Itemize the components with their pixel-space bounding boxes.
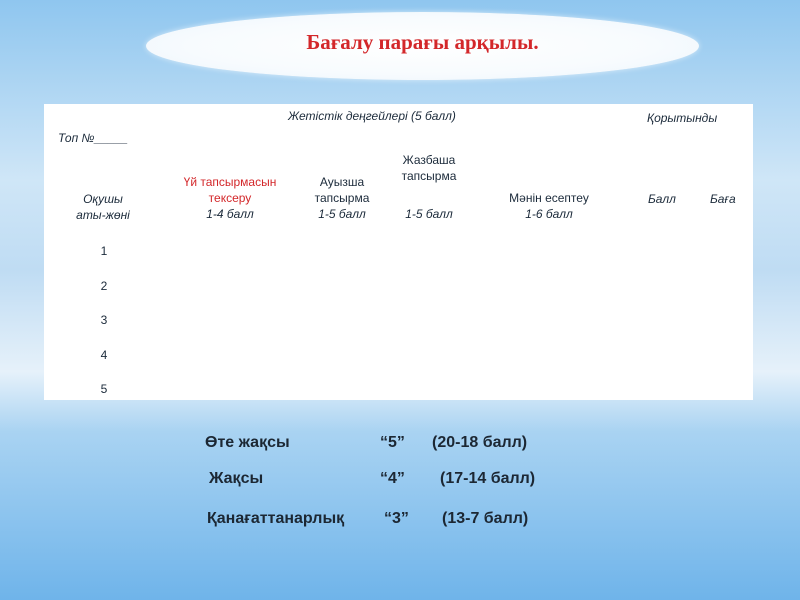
column-written-line-1: Жазбаша	[402, 153, 456, 167]
scale-range-satisfactory: (13-7 балл)	[442, 510, 529, 527]
table-row-number: 1	[100, 244, 108, 258]
column-homework-line-2: тексеру	[208, 191, 252, 205]
summary-header: Қорытынды	[647, 111, 718, 125]
scale-grade-good: “4”	[380, 470, 405, 487]
column-value-line-1: Мәнін есептеу	[509, 191, 589, 205]
page-title: Бағалу парағы арқылы.	[306, 30, 539, 54]
table-row-number: 4	[100, 348, 108, 362]
scale-label-satisfactory: Қанағаттанарлық	[207, 510, 345, 527]
column-oral-task	[302, 174, 382, 222]
table-row-number: 2	[100, 279, 108, 293]
column-oral-line-1: Ауызша	[319, 175, 365, 189]
column-value-range: 1-6 балл	[525, 207, 573, 221]
scale-grade-satisfactory: “3”	[384, 510, 409, 527]
column-written-range: 1-5 балл	[405, 207, 453, 221]
table-row-number: 3	[100, 313, 108, 327]
column-oral-line-2: тапсырма	[314, 191, 370, 205]
scale-range-excellent: (20-18 балл)	[432, 434, 528, 451]
student-name-header	[58, 191, 148, 223]
scale-grade-excellent: “5”	[380, 434, 405, 451]
student-header-line-2: аты-жөні	[76, 208, 130, 222]
column-score: Балл	[648, 192, 676, 206]
table-row-number: 5	[100, 382, 108, 396]
column-written-task	[384, 152, 474, 184]
assessment-sheet	[44, 104, 753, 400]
column-homework-check	[160, 174, 300, 222]
scale-range-good: (17-14 балл)	[440, 470, 536, 487]
column-homework-range: 1-4 балл	[206, 207, 254, 221]
scale-label-excellent: Өте жақсы	[205, 434, 290, 451]
column-oral-range: 1-5 балл	[318, 207, 366, 221]
column-written-line-2: тапсырма	[401, 169, 457, 183]
achievement-levels-header: Жетістік деңгейлері (5 балл)	[288, 109, 456, 123]
column-grade: Баға	[710, 192, 736, 206]
column-value-calculation	[489, 190, 609, 222]
column-homework-line-1: Үй тапсырмасын	[183, 175, 277, 189]
student-header-line-1: Оқушы	[83, 192, 123, 206]
scale-label-good: Жақсы	[209, 470, 264, 487]
group-number-label: Топ №_____	[58, 131, 128, 145]
